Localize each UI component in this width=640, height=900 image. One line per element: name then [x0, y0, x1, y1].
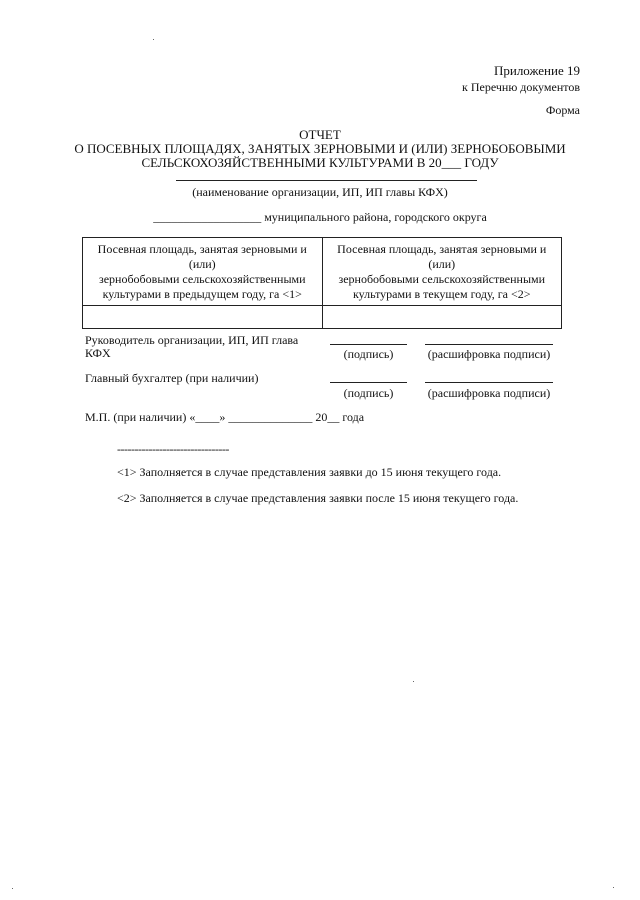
footnote-2: <2> Заполняется в случае представления заявки после 15 июня текущего года. — [117, 491, 519, 505]
head-decoding-caption: (расшифровка подписи) — [427, 347, 551, 361]
scan-speck — [613, 887, 614, 888]
stamp-date-line: М.П. (при наличии) «____» ______________ 20__ года — [85, 410, 365, 424]
accountant-label: Главный бухгалтер (при наличии) — [85, 371, 259, 385]
footnote-1: <1> Заполняется в случае представления заявки до 15 июня текущего года. — [117, 465, 502, 479]
report-title: ОТЧЕТ — [299, 127, 341, 142]
report-subtitle-line2: СЕЛЬСКОХОЗЯЙСТВЕННЫМИ КУЛЬТУРАМИ В 20___ ГОДУ — [141, 155, 499, 170]
scan-speck — [153, 39, 154, 40]
district-caption: __________________ муниципального района, городского округа — [153, 210, 487, 224]
report-subtitle-line1: О ПОСЕВНЫХ ПЛОЩАДЯХ, ЗАНЯТЫХ ЗЕРНОВЫМИ И (ИЛИ) ЗЕРНОБОБОВЫМИ — [74, 141, 566, 156]
previous-year-value-cell — [83, 306, 323, 329]
organization-name-line — [176, 180, 477, 181]
form-label: Форма — [545, 103, 580, 117]
head-label-line1: Руководитель организации, ИП, ИП глава — [85, 333, 299, 347]
head-label-line2: КФХ — [85, 346, 111, 360]
scan-speck — [413, 681, 414, 682]
accountant-signature-caption: (подпись) — [343, 386, 394, 400]
sown-area-table — [82, 237, 562, 329]
accountant-decoding-caption: (расшифровка подписи) — [427, 386, 551, 400]
scan-speck — [12, 888, 13, 889]
appendix-reference: к Перечню документов — [462, 80, 580, 94]
accountant-signature-line — [330, 382, 407, 383]
head-signature-caption: (подпись) — [343, 347, 394, 361]
footnote-separator: -------------------------------- — [117, 442, 229, 456]
head-decoding-line — [425, 344, 553, 345]
current-year-value-cell — [322, 306, 562, 329]
column-current-year: Посевная площадь, занятая зерновыми и (или) зернобобовыми сельскохозяйственными культурами в текущем году, га <2> — [322, 238, 562, 306]
head-signature-line — [330, 344, 407, 345]
table-row — [83, 306, 562, 329]
appendix-number: Приложение 19 — [493, 63, 580, 78]
accountant-decoding-line — [425, 382, 553, 383]
column-previous-year: Посевная площадь, занятая зерновыми и (или) зернобобовыми сельскохозяйственными культурами в предыдущем году, га <1> — [83, 238, 323, 306]
organization-caption: (наименование организации, ИП, ИП главы КФХ) — [192, 185, 448, 199]
table-header-row — [83, 238, 562, 306]
